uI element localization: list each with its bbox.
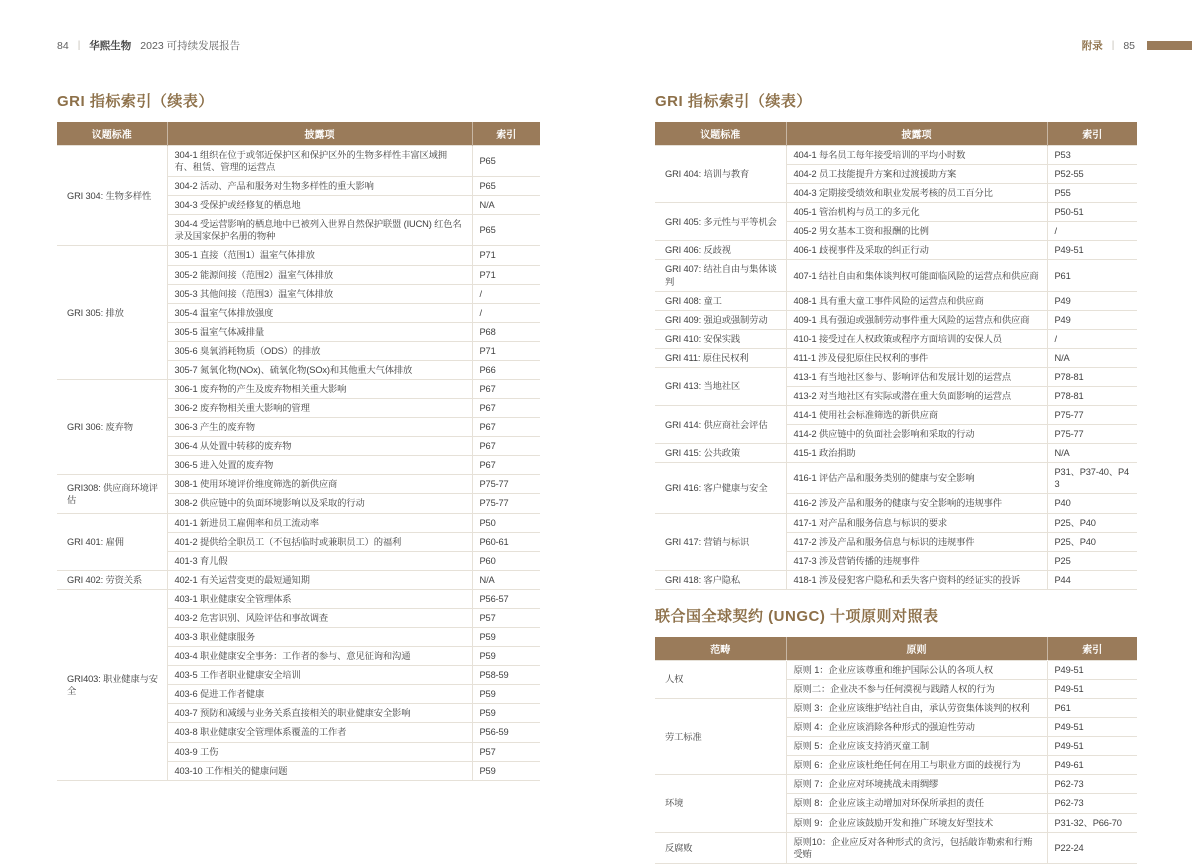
disclosure-cell: 原则二：企业决不参与任何漠视与践踏人权的行为 xyxy=(786,679,1047,698)
gri-index-title-left: GRI 指标索引（续表） xyxy=(57,93,214,110)
standard-cell: GRI 415: 公共政策 xyxy=(655,444,786,463)
disclosure-cell: 原则 3：企业应该维护结社自由，承认劳资集体谈判的权利 xyxy=(786,699,1047,718)
standard-cell: GRI308: 供应商环境评估 xyxy=(57,475,167,513)
index-cell: P57 xyxy=(472,742,540,761)
index-cell: N/A xyxy=(1047,444,1137,463)
disclosure-cell: 304-2 活动、产品和服务对生物多样性的重大影响 xyxy=(167,177,472,196)
ungc-title: 联合国全球契约 (UNGC) 十项原则对照表 xyxy=(655,607,939,625)
header-divider: | xyxy=(77,40,81,51)
table-row xyxy=(655,241,1137,260)
disclosure-cell: 403-9 工伤 xyxy=(167,742,472,761)
index-cell: P44 xyxy=(1047,570,1137,589)
disclosure-cell: 404-1 每名员工每年接受培训的平均小时数 xyxy=(786,146,1047,165)
disclosure-cell: 416-2 涉及产品和服务的健康与安全影响的违规事件 xyxy=(786,494,1047,513)
index-cell: P65 xyxy=(472,177,540,196)
disclosure-cell: 408-1 具有重大童工事件风险的运营点和供应商 xyxy=(786,291,1047,310)
col-header-standard: 议题标准 xyxy=(655,122,786,146)
page-header-left xyxy=(57,38,240,53)
table-row xyxy=(655,513,1137,532)
standard-cell: 人权 xyxy=(655,660,786,698)
index-cell: P49-51 xyxy=(1047,718,1137,737)
disclosure-cell: 403-8 职业健康安全管理体系覆盖的工作者 xyxy=(167,723,472,742)
disclosure-cell: 401-1 新进员工雇佣率和员工流动率 xyxy=(167,513,472,532)
gri-index-title-right: GRI 指标索引（续表） xyxy=(655,93,812,110)
index-cell: P67 xyxy=(472,437,540,456)
standard-cell: GRI 413: 当地社区 xyxy=(655,367,786,405)
standard-cell: 劳工标准 xyxy=(655,699,786,775)
disclosure-cell: 原则 6：企业应该杜绝任何在用工与职业方面的歧视行为 xyxy=(786,756,1047,775)
index-cell: P25、P40 xyxy=(1047,532,1137,551)
disclosure-cell: 401-2 提供给全职员工（不包括临时或兼职员工）的福利 xyxy=(167,532,472,551)
disclosure-cell: 305-5 温室气体减排量 xyxy=(167,322,472,341)
index-cell: P62-73 xyxy=(1047,794,1137,813)
table-row xyxy=(655,699,1137,718)
standard-cell: GRI 407: 结社自由与集体谈判 xyxy=(655,260,786,291)
index-cell: P61 xyxy=(1047,699,1137,718)
disclosure-cell: 403-5 工作者职业健康安全培训 xyxy=(167,666,472,685)
disclosure-cell: 305-6 臭氧消耗物质（ODS）的排放 xyxy=(167,341,472,360)
standard-cell: GRI 306: 废弃物 xyxy=(57,380,167,475)
right-page xyxy=(655,90,1137,864)
table-row xyxy=(655,348,1137,367)
index-cell: P31-32、P66-70 xyxy=(1047,813,1137,832)
page-header-right xyxy=(1082,38,1135,53)
index-cell: P75-77 xyxy=(1047,406,1137,425)
index-cell: P55 xyxy=(1047,184,1137,203)
standard-cell: GRI 405: 多元性与平等机会 xyxy=(655,203,786,241)
disclosure-cell: 418-1 涉及侵犯客户隐私和丢失客户资料的经证实的投诉 xyxy=(786,570,1047,589)
disclosure-cell: 407-1 结社自由和集体谈判权可能面临风险的运营点和供应商 xyxy=(786,260,1047,291)
standard-cell: GRI 406: 反歧视 xyxy=(655,241,786,260)
table-row xyxy=(57,475,540,494)
page-corner-bar xyxy=(1147,41,1192,50)
index-cell: P62-73 xyxy=(1047,775,1137,794)
standard-cell: GRI 402: 劳资关系 xyxy=(57,570,167,589)
disclosure-cell: 306-1 废弃物的产生及废弃物相关重大影响 xyxy=(167,380,472,399)
table-row xyxy=(655,329,1137,348)
standard-cell: GRI 304: 生物多样性 xyxy=(57,146,167,246)
table-row xyxy=(57,380,540,399)
disclosure-cell: 403-3 职业健康服务 xyxy=(167,628,472,647)
ungc-table xyxy=(655,637,1137,864)
page-number-left: 84 xyxy=(57,39,69,52)
disclosure-cell: 306-3 产生的废弃物 xyxy=(167,418,472,437)
disclosure-cell: 414-1 使用社会标准筛选的新供应商 xyxy=(786,406,1047,425)
disclosure-cell: 405-2 男女基本工资和报酬的比例 xyxy=(786,222,1047,241)
disclosure-cell: 原则 7：企业应对环境挑战未雨绸缪 xyxy=(786,775,1047,794)
col-header-principle: 原则 xyxy=(786,637,1047,661)
standard-cell: GRI 416: 客户健康与安全 xyxy=(655,463,786,513)
disclosure-cell: 401-3 育儿假 xyxy=(167,551,472,570)
disclosure-cell: 402-1 有关运营变更的最短通知期 xyxy=(167,570,472,589)
index-cell: P57 xyxy=(472,608,540,627)
index-cell: P50 xyxy=(472,513,540,532)
gri-table-right xyxy=(655,122,1137,590)
disclosure-cell: 305-7 氮氧化物(NOx)、硫氧化物(SOx)和其他重大气体排放 xyxy=(167,360,472,379)
index-cell: P65 xyxy=(472,215,540,246)
index-cell: P31、P37-40、P43 xyxy=(1047,463,1137,494)
disclosure-cell: 304-4 受运营影响的栖息地中已被列入世界自然保护联盟 (IUCN) 红色名录及国家保护名册的物种 xyxy=(167,215,472,246)
disclosure-cell: 原则10：企业应反对各种形式的贪污，包括敲诈勒索和行贿受贿 xyxy=(786,832,1047,863)
disclosure-cell: 原则 1：企业应该尊重和维护国际公认的各项人权 xyxy=(786,660,1047,679)
standard-cell: GRI403: 职业健康与安全 xyxy=(57,589,167,780)
index-cell: P49-61 xyxy=(1047,756,1137,775)
col-header-standard: 议题标准 xyxy=(57,122,167,146)
index-cell: P58-59 xyxy=(472,666,540,685)
standard-cell: 反腐败 xyxy=(655,832,786,863)
table-row xyxy=(57,589,540,608)
disclosure-cell: 308-1 使用环境评价维度筛选的新供应商 xyxy=(167,475,472,494)
page-number-right: 85 xyxy=(1123,39,1135,52)
table-row xyxy=(655,832,1137,863)
index-cell: P75-77 xyxy=(472,475,540,494)
disclosure-cell: 306-5 进入处置的废弃物 xyxy=(167,456,472,475)
disclosure-cell: 403-1 职业健康安全管理体系 xyxy=(167,589,472,608)
gri-table-left xyxy=(57,122,540,781)
index-cell: P67 xyxy=(472,456,540,475)
col-header-disclosure: 披露项 xyxy=(167,122,472,146)
index-cell: / xyxy=(472,284,540,303)
table-row xyxy=(655,444,1137,463)
index-cell: / xyxy=(472,303,540,322)
header-divider: | xyxy=(1111,40,1115,51)
table-row xyxy=(655,406,1137,425)
standard-cell: GRI 404: 培训与教育 xyxy=(655,146,786,203)
disclosure-cell: 403-10 工作相关的健康问题 xyxy=(167,761,472,780)
standard-cell: GRI 411: 原住民权利 xyxy=(655,348,786,367)
standard-cell: 环境 xyxy=(655,775,786,832)
index-cell: P49 xyxy=(1047,310,1137,329)
disclosure-cell: 原则 9：企业应该鼓励开发和推广环境友好型技术 xyxy=(786,813,1047,832)
index-cell: P78-81 xyxy=(1047,387,1137,406)
table-row xyxy=(655,291,1137,310)
disclosure-cell: 403-2 危害识别、风险评估和事故调查 xyxy=(167,608,472,627)
table-row xyxy=(57,146,540,177)
disclosure-cell: 305-4 温室气体排放强度 xyxy=(167,303,472,322)
standard-cell: GRI 417: 营销与标识 xyxy=(655,513,786,570)
table-row xyxy=(655,203,1137,222)
table-row xyxy=(655,775,1137,794)
table-row xyxy=(655,570,1137,589)
index-cell: P59 xyxy=(472,704,540,723)
disclosure-cell: 417-1 对产品和服务信息与标识的要求 xyxy=(786,513,1047,532)
index-cell: P75-77 xyxy=(1047,425,1137,444)
index-cell: P59 xyxy=(472,647,540,666)
col-header-disclosure: 披露项 xyxy=(786,122,1047,146)
disclosure-cell: 304-1 组织在位于或邻近保护区和保护区外的生物多样性丰富区域拥有、租赁、管理的运营点 xyxy=(167,146,472,177)
index-cell: P49-51 xyxy=(1047,241,1137,260)
index-cell: P61 xyxy=(1047,260,1137,291)
index-cell: P49-51 xyxy=(1047,679,1137,698)
disclosure-cell: 原则 5：企业应该支持消灭童工制 xyxy=(786,737,1047,756)
index-cell: P68 xyxy=(472,322,540,341)
index-cell: P50-51 xyxy=(1047,203,1137,222)
index-cell: P22-24 xyxy=(1047,832,1137,863)
index-cell: P56-59 xyxy=(472,723,540,742)
disclosure-cell: 417-3 涉及营销传播的违规事件 xyxy=(786,551,1047,570)
index-cell: P49-51 xyxy=(1047,660,1137,679)
table-row xyxy=(655,367,1137,386)
disclosure-cell: 417-2 涉及产品和服务信息与标识的违规事件 xyxy=(786,532,1047,551)
index-cell: N/A xyxy=(472,196,540,215)
disclosure-cell: 406-1 歧视事件及采取的纠正行动 xyxy=(786,241,1047,260)
table-row xyxy=(57,570,540,589)
table-row xyxy=(57,513,540,532)
index-cell: P71 xyxy=(472,265,540,284)
index-cell: P59 xyxy=(472,761,540,780)
table-row xyxy=(655,463,1137,494)
index-cell: N/A xyxy=(472,570,540,589)
standard-cell: GRI 305: 排放 xyxy=(57,246,167,380)
company-name: 华熙生物 xyxy=(89,40,132,52)
disclosure-cell: 413-1 有当地社区参与、影响评估和发展计划的运营点 xyxy=(786,367,1047,386)
index-cell: P59 xyxy=(472,628,540,647)
index-cell: P67 xyxy=(472,380,540,399)
disclosure-cell: 410-1 接受过在人权政策或程序方面培训的安保人员 xyxy=(786,329,1047,348)
index-cell: P65 xyxy=(472,146,540,177)
index-cell: P66 xyxy=(472,360,540,379)
disclosure-cell: 414-2 供应链中的负面社会影响和采取的行动 xyxy=(786,425,1047,444)
table-row xyxy=(57,246,540,265)
standard-cell: GRI 414: 供应商社会评估 xyxy=(655,406,786,444)
index-cell: / xyxy=(1047,329,1137,348)
index-cell: P25、P40 xyxy=(1047,513,1137,532)
disclosure-cell: 404-3 定期接受绩效和职业发展考核的员工百分比 xyxy=(786,184,1047,203)
table-row xyxy=(655,660,1137,679)
disclosure-cell: 306-4 从处置中转移的废弃物 xyxy=(167,437,472,456)
disclosure-cell: 415-1 政治捐助 xyxy=(786,444,1047,463)
table-row xyxy=(655,310,1137,329)
index-cell: P53 xyxy=(1047,146,1137,165)
disclosure-cell: 403-6 促进工作者健康 xyxy=(167,685,472,704)
index-cell: P56-57 xyxy=(472,589,540,608)
index-cell: P60 xyxy=(472,551,540,570)
index-cell: P67 xyxy=(472,399,540,418)
disclosure-cell: 411-1 涉及侵犯原住民权利的事件 xyxy=(786,348,1047,367)
disclosure-cell: 403-4 职业健康安全事务：工作者的参与、意见征询和沟通 xyxy=(167,647,472,666)
standard-cell: GRI 410: 安保实践 xyxy=(655,329,786,348)
disclosure-cell: 305-2 能源间接（范围2）温室气体排放 xyxy=(167,265,472,284)
disclosure-cell: 306-2 废弃物相关重大影响的管理 xyxy=(167,399,472,418)
standard-cell: GRI 409: 强迫或强制劳动 xyxy=(655,310,786,329)
index-cell: P67 xyxy=(472,418,540,437)
table-header-row xyxy=(57,122,540,146)
standard-cell: GRI 408: 童工 xyxy=(655,291,786,310)
index-cell: P49-51 xyxy=(1047,737,1137,756)
disclosure-cell: 308-2 供应链中的负面环境影响以及采取的行动 xyxy=(167,494,472,513)
table-header-row xyxy=(655,122,1137,146)
index-cell: P40 xyxy=(1047,494,1137,513)
col-header-index: 索引 xyxy=(472,122,540,146)
index-cell: P78-81 xyxy=(1047,367,1137,386)
col-header-index: 索引 xyxy=(1047,122,1137,146)
disclosure-cell: 403-7 预防和减缓与业务关系直接相关的职业健康安全影响 xyxy=(167,704,472,723)
disclosure-cell: 原则 8：企业应该主动增加对环保所承担的责任 xyxy=(786,794,1047,813)
disclosure-cell: 405-1 管治机构与员工的多元化 xyxy=(786,203,1047,222)
disclosure-cell: 304-3 受保护或经修复的栖息地 xyxy=(167,196,472,215)
index-cell: P52-55 xyxy=(1047,165,1137,184)
disclosure-cell: 416-1 评估产品和服务类别的健康与安全影响 xyxy=(786,463,1047,494)
index-cell: P71 xyxy=(472,246,540,265)
disclosure-cell: 305-1 直接（范围1）温室气体排放 xyxy=(167,246,472,265)
index-cell: P59 xyxy=(472,685,540,704)
disclosure-cell: 原则 4：企业应该消除各种形式的强迫性劳动 xyxy=(786,718,1047,737)
col-header-category: 范畴 xyxy=(655,637,786,661)
col-header-index: 索引 xyxy=(1047,637,1137,661)
index-cell: P75-77 xyxy=(472,494,540,513)
index-cell: / xyxy=(1047,222,1137,241)
index-cell: P49 xyxy=(1047,291,1137,310)
disclosure-cell: 413-2 对当地社区有实际或潜在重大负面影响的运营点 xyxy=(786,387,1047,406)
index-cell: N/A xyxy=(1047,348,1137,367)
disclosure-cell: 409-1 具有强迫或强制劳动事件重大风险的运营点和供应商 xyxy=(786,310,1047,329)
table-row xyxy=(655,146,1137,165)
index-cell: P60-61 xyxy=(472,532,540,551)
report-title: 2023 可持续发展报告 xyxy=(140,40,241,52)
table-row xyxy=(655,260,1137,291)
table-header-row xyxy=(655,637,1137,661)
index-cell: P25 xyxy=(1047,551,1137,570)
standard-cell: GRI 418: 客户隐私 xyxy=(655,570,786,589)
appendix-label: 附录 xyxy=(1081,40,1103,52)
disclosure-cell: 305-3 其他间接（范围3）温室气体排放 xyxy=(167,284,472,303)
index-cell: P71 xyxy=(472,341,540,360)
left-page xyxy=(57,90,540,781)
disclosure-cell: 404-2 员工技能提升方案和过渡援助方案 xyxy=(786,165,1047,184)
standard-cell: GRI 401: 雇佣 xyxy=(57,513,167,570)
